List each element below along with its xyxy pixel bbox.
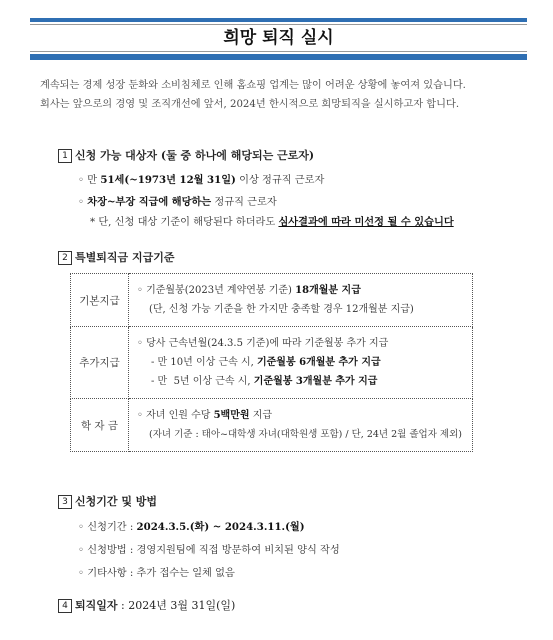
- content-bold-text: 기준월봉 6개월분 추가 지급: [256, 357, 381, 368]
- section2-heading: [58, 249, 174, 265]
- bullet: ◦: [137, 338, 143, 349]
- content-bold-text: 5백만원: [213, 410, 250, 421]
- bullet: ◦: [78, 175, 85, 186]
- content-line: [137, 281, 464, 300]
- item-bold-text: 차장~부장 직급에 해당하는: [87, 196, 212, 208]
- section3-heading: [58, 493, 157, 509]
- table-row-tuition: [71, 399, 473, 452]
- note-underlined-text: 심사결과에 따라 미선정 될 수 있습니다: [278, 216, 454, 228]
- other-text: 기타사항 : 추가 접수는 일체 없음: [87, 568, 235, 579]
- row-label: 기본지급: [71, 274, 129, 327]
- content-bold-text: 18개월분 지급: [295, 285, 361, 296]
- content-line: [137, 372, 464, 391]
- content-line: [137, 406, 464, 425]
- intro-line-2: 회사는 앞으로의 경영 및 조직개선에 앞서, 2024년 한시적으로 희망퇴직을 실시하고자 합니다.: [40, 99, 460, 110]
- content-text: 자녀 인원 수당: [146, 410, 214, 421]
- bullet: ◦: [78, 545, 85, 556]
- content-line: [137, 353, 464, 372]
- section4-number: 4: [58, 599, 72, 613]
- bullet: ◦: [78, 197, 85, 208]
- title-bottom-bar: [30, 54, 527, 60]
- row-content: [129, 274, 473, 327]
- section3-period: [78, 518, 305, 533]
- section1-item-2: [78, 193, 277, 208]
- method-text: 신청방법 : 경영지원팀에 직접 방문하여 비치된 양식 작성: [87, 545, 340, 556]
- item-text: 이상 정규직 근로자: [235, 175, 325, 186]
- table-row-basic: [71, 274, 473, 327]
- period-value: 2024.3.5.(화) ~ 2024.3.11.(월): [136, 521, 305, 533]
- item-text: 정규직 근로자: [211, 197, 277, 208]
- content-line: (자녀 기준 : 태아~대학생 자녀(대학원생 포함) / 단, 24년 2월 졸업자 제외): [149, 429, 462, 440]
- content-text: - 만 10년 이상 근속 시,: [151, 357, 257, 368]
- section1-heading: [58, 147, 314, 163]
- content-text: 지급: [249, 410, 273, 421]
- content-text: 당사 근속년월(24.3.5 기준)에 따라 기준월봉 추가 지급: [146, 338, 389, 349]
- section4-heading: [58, 597, 235, 613]
- item-text: 만: [87, 175, 101, 186]
- section3-number: 3: [58, 495, 72, 509]
- row-content: [129, 327, 473, 399]
- content-line: (단, 신청 가능 기준을 한 가지만 충족할 경우 12개월분 지급): [149, 304, 414, 315]
- section2-number: 2: [58, 251, 72, 265]
- item-bold-text: 51세(~1973년 12월 31일): [100, 174, 236, 186]
- section1-item-1: [78, 171, 324, 186]
- section2-title: 특별퇴직금 지급기준: [75, 251, 175, 264]
- bullet: ◦: [137, 285, 143, 296]
- section3-title: 신청기간 및 방법: [75, 495, 158, 508]
- content-text: 기준월봉(2023년 계약연봉 기준): [146, 285, 296, 296]
- title-top-bar: [30, 18, 527, 22]
- row-content: [129, 399, 473, 452]
- title-banner: [30, 18, 527, 60]
- content-line: [137, 334, 464, 353]
- row-label: 추가지급: [71, 327, 129, 399]
- severance-criteria-table: [70, 273, 473, 452]
- section1-title: 신청 가능 대상자 (둘 중 하나에 해당되는 근로자): [75, 149, 315, 162]
- intro-line-1: 계속되는 경제 성장 둔화와 소비침체로 인해 홈쇼핑 업계는 많이 어려운 상황에 놓여져 있습니다.: [40, 80, 466, 91]
- note-text: 단, 신청 대상 기준이 해당된다 하더라도: [98, 217, 279, 228]
- bullet: ◦: [78, 568, 85, 579]
- note-asterisk: *: [90, 217, 96, 228]
- section1-number: 1: [58, 149, 72, 163]
- section4-title: 퇴직일자: [75, 599, 118, 612]
- row-label: 학 자 금: [71, 399, 129, 452]
- bullet: ◦: [78, 522, 85, 533]
- section3-method: [78, 541, 340, 556]
- intro-paragraph: [40, 76, 530, 114]
- page-title: 희망 퇴직 실시: [30, 24, 527, 52]
- period-label: 신청기간 :: [87, 522, 137, 533]
- bullet: ◦: [137, 410, 143, 421]
- section1-note: [90, 213, 454, 228]
- content-bold-text: 기준월봉 3개월분 추가 지급: [253, 376, 378, 387]
- content-text: - 만 5년 이상 근속 시,: [151, 376, 254, 387]
- table-row-additional: [71, 327, 473, 399]
- retirement-date: : 2024년 3월 31일(일): [117, 599, 236, 612]
- section3-other: [78, 564, 235, 579]
